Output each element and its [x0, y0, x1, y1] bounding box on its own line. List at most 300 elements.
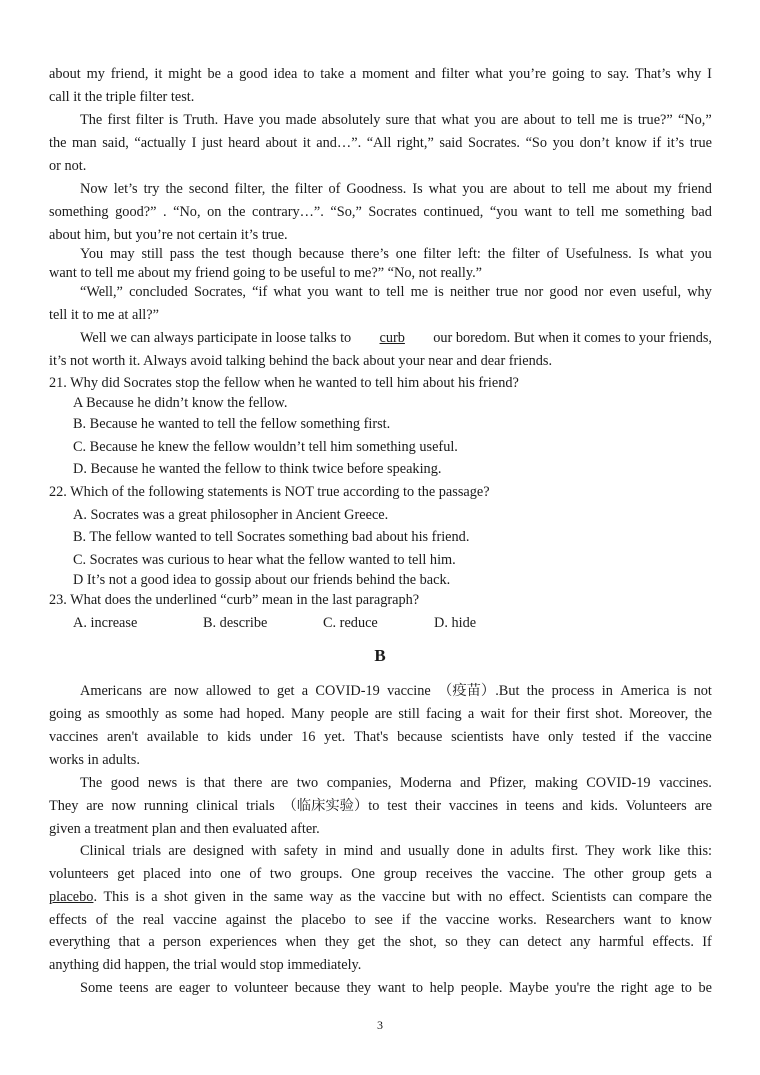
word: This [103, 889, 129, 905]
word: That’s [635, 66, 671, 82]
word: on [207, 204, 222, 220]
word: harmful [598, 934, 645, 950]
word: a [705, 866, 712, 882]
word: second [188, 181, 229, 197]
word: something [625, 204, 685, 220]
word: is [135, 889, 145, 905]
word: why [676, 66, 702, 82]
word: COVID-19 [586, 775, 651, 791]
word: is [623, 112, 633, 128]
word: is [168, 112, 179, 128]
word: test [387, 798, 408, 814]
word: that [203, 775, 226, 791]
word: Moreover, [628, 706, 689, 722]
word: idea [273, 66, 298, 82]
question-21-option-b: B. Because he wanted to tell the fellow something first. [73, 416, 391, 432]
word: you [690, 246, 712, 262]
word: of [249, 866, 262, 882]
word: vaccines [448, 798, 499, 814]
word: shot. [595, 706, 623, 722]
word: in [325, 843, 337, 859]
word: safety [283, 843, 318, 859]
word: Clinical [80, 843, 126, 859]
word: You [80, 246, 104, 262]
word: . [163, 204, 167, 220]
word: as [87, 706, 100, 722]
word: moment [362, 66, 410, 82]
word: are [168, 843, 186, 859]
word: people. [460, 980, 503, 996]
word: true [689, 135, 712, 151]
passage-a-text: our boredom. But when it comes to your friends, [433, 330, 712, 346]
word: filter, [234, 181, 266, 197]
word: may [110, 246, 135, 262]
word: “No, [173, 204, 201, 220]
word: the [358, 889, 376, 905]
question-23-option-a: A. increase [73, 615, 138, 631]
word: but [431, 889, 451, 905]
word: what [428, 181, 457, 197]
word: “So [525, 135, 548, 151]
passage-a-line: about him, but you’re not certain it’s true. [49, 227, 288, 243]
word: Some [80, 980, 113, 996]
word: and [562, 798, 583, 814]
word: in [505, 798, 518, 814]
word: to [368, 284, 381, 300]
word: Socrates. [467, 135, 520, 151]
word: to [216, 980, 228, 996]
passage-b-line: works in adults. [49, 752, 140, 768]
word: neither [449, 284, 490, 300]
passage-b-text [93, 888, 712, 906]
passage-b-line [49, 888, 712, 906]
word: they [466, 934, 491, 950]
word: it’s [666, 135, 685, 151]
word: that [118, 934, 140, 950]
word: to [354, 912, 366, 928]
word: shot [163, 889, 188, 905]
word: age [654, 980, 675, 996]
word: in [491, 843, 503, 859]
word: wait [480, 706, 505, 722]
word: facing [425, 706, 462, 722]
word: good [110, 775, 140, 791]
word: vaccine [173, 912, 217, 928]
word: . [93, 889, 98, 905]
word: tell [576, 204, 595, 220]
word: scientists [451, 729, 504, 745]
word: same [273, 889, 304, 905]
passage-b-line: given a treatment plan and then evaluated after. [49, 821, 320, 837]
passage-a-line: or not. [49, 158, 87, 174]
word: running [143, 798, 189, 814]
word: to [660, 912, 672, 928]
word: if [624, 729, 634, 745]
word: the [165, 181, 183, 197]
word: left: [457, 246, 481, 262]
word: They [49, 798, 79, 814]
word: the [419, 912, 437, 928]
word: Goodness. [346, 181, 407, 197]
word: continued, [423, 204, 484, 220]
word: absolutely [321, 112, 381, 128]
word: still [141, 246, 163, 262]
word: what [273, 284, 302, 300]
word: filter [294, 181, 323, 197]
word: going [49, 706, 82, 722]
word: I [707, 66, 712, 82]
word: going [551, 66, 585, 82]
word: kids [227, 729, 252, 745]
word: try [143, 181, 160, 197]
word: trials [132, 843, 162, 859]
word: don’t [579, 135, 610, 151]
word: get [276, 683, 295, 699]
word: filter [423, 246, 452, 262]
word: mind [343, 843, 373, 859]
word: tell [568, 181, 587, 197]
word: nor [524, 284, 544, 300]
word: though [252, 246, 292, 262]
word: news [147, 775, 178, 791]
passage-b-line [80, 979, 712, 997]
word: for [511, 706, 528, 722]
word: help [429, 980, 455, 996]
underlined-word-curb: curb [379, 330, 405, 346]
word: are [489, 181, 508, 197]
word: the [274, 912, 293, 928]
word: you [258, 112, 281, 128]
word: placed [143, 866, 181, 882]
word: the [201, 246, 219, 262]
passage-a-text: Well we can always participate in loose talks to [80, 330, 352, 346]
word: true?” [637, 112, 673, 128]
question-22-option-b: B. The fellow wanted to tell Socrates something bad about his friend. [73, 529, 470, 545]
word: are [374, 706, 393, 722]
word: say. [607, 66, 630, 82]
word: like [658, 843, 681, 859]
word: the [694, 889, 712, 905]
word: first [566, 706, 590, 722]
word: it [154, 66, 163, 82]
word: good?” [115, 204, 157, 220]
word: Socrates, [193, 284, 246, 300]
word: there [233, 775, 263, 791]
passage-a-line: call it the triple filter test. [49, 89, 195, 105]
word: Pfizer, [489, 775, 527, 791]
word: of [546, 246, 559, 262]
word: to [590, 66, 602, 82]
word: is [185, 775, 196, 791]
passage-b-line [80, 774, 712, 792]
word: work [622, 843, 652, 859]
word: effect. [509, 889, 545, 905]
word: “actually [134, 135, 186, 151]
word: one [395, 246, 417, 262]
word: first. [551, 843, 579, 859]
word: Usefulness. [565, 246, 632, 262]
word: can [612, 889, 633, 905]
word: （疫苗）.But [438, 683, 520, 699]
word: their [533, 706, 561, 722]
word: making [534, 775, 578, 791]
word: Is [638, 246, 649, 262]
word: know [680, 912, 712, 928]
word: the [641, 729, 660, 745]
question-23-stem: 23. What does the underlined “curb” mean in the last paragraph? [49, 592, 420, 608]
word: about [49, 66, 81, 82]
word: “All [366, 135, 392, 151]
section-b-heading: B [374, 646, 386, 665]
word: “if [252, 284, 268, 300]
word: because [298, 246, 344, 262]
word: good [239, 66, 268, 82]
passage-a-line [49, 203, 712, 221]
word: they [324, 934, 350, 950]
word: vaccine [387, 683, 431, 699]
word: friend [677, 181, 712, 197]
word: any [569, 934, 591, 950]
word: The [80, 112, 103, 128]
word: companies, [326, 775, 392, 791]
word: me [601, 204, 619, 220]
passage-b-line [80, 682, 712, 700]
word: a [301, 683, 309, 699]
word: “Well,” [80, 284, 123, 300]
question-22-option-c: C. Socrates was curious to hear what the fellow wanted to tell him. [73, 552, 456, 568]
word: what [655, 246, 684, 262]
word: what [475, 66, 503, 82]
word: volunteer [234, 980, 289, 996]
word: the [271, 181, 289, 197]
word: good [549, 284, 579, 300]
word: vaccine. [507, 866, 555, 882]
word: get [357, 934, 376, 950]
word: gets [673, 866, 697, 882]
underlined-word-placebo: placebo [49, 889, 94, 905]
word: are [270, 775, 289, 791]
word: there’s [350, 246, 389, 262]
word: you [552, 135, 575, 151]
word: detect [527, 934, 562, 950]
passage-b-line [49, 705, 712, 723]
word: given [194, 889, 226, 905]
word: know [615, 135, 647, 151]
word: to [550, 181, 563, 197]
word: Scientists [551, 889, 607, 905]
word: about [513, 181, 546, 197]
word: eager [179, 980, 210, 996]
word: of [328, 181, 341, 197]
word: The [80, 775, 103, 791]
word: they [346, 980, 372, 996]
word: so [445, 934, 458, 950]
word: filter [512, 246, 540, 262]
word: process [551, 683, 595, 699]
word: and…”. [316, 135, 362, 151]
word: what [441, 112, 470, 128]
word: the [49, 135, 67, 151]
word: a [151, 889, 158, 905]
word: concluded [129, 284, 188, 300]
word: COVID-19 [315, 683, 380, 699]
question-22-option-d: D It’s not a good idea to gossip about our friends behind the back. [73, 572, 451, 588]
word: （临床实验）to [282, 798, 380, 814]
question-22-stem: 22. Which of the following statements is NOT true according to the passage? [49, 484, 490, 500]
word: America [620, 683, 670, 699]
passage-b-line [80, 842, 712, 860]
word: to [411, 980, 424, 996]
word: still [398, 706, 420, 722]
passage-a-line [80, 329, 712, 347]
word: Now [80, 181, 108, 197]
word: They [585, 843, 615, 859]
word: trials [246, 798, 275, 814]
word: smoothly [105, 706, 160, 722]
word: teens [119, 980, 149, 996]
word: are [86, 798, 104, 814]
word: some [183, 706, 214, 722]
word: because [397, 729, 443, 745]
page-number: 3 [377, 1018, 383, 1032]
word: to [303, 66, 315, 82]
word: and [380, 843, 401, 859]
word: effects. [652, 934, 694, 950]
word: and [414, 66, 436, 82]
word: if [401, 912, 411, 928]
word: other [593, 866, 624, 882]
word: two [296, 775, 319, 791]
word: the [116, 912, 134, 928]
question-23-option-d: D. hide [434, 615, 477, 631]
word: with [456, 889, 483, 905]
word: with [251, 843, 277, 859]
word: heard [228, 135, 260, 151]
word: done [456, 843, 485, 859]
word: the [481, 866, 499, 882]
word: 16 [301, 729, 316, 745]
word: tested [582, 729, 616, 745]
passage-a-line: tell it to me at all?” [49, 307, 159, 323]
word: contrary…”. [252, 204, 324, 220]
word: kids. [590, 798, 618, 814]
word: my [86, 66, 105, 82]
word: pass [169, 246, 195, 262]
word: why [687, 284, 712, 300]
word: clinical [196, 798, 239, 814]
question-22-option-a: A. Socrates was a great philosopher in Ancient Greece. [73, 507, 389, 523]
passage-a-line [80, 111, 712, 129]
word: as [165, 706, 178, 722]
word: want [334, 284, 363, 300]
word: is [676, 683, 687, 699]
word: this: [687, 843, 712, 859]
word: receives [425, 866, 473, 882]
word: to [560, 112, 572, 128]
word: Volunteers [625, 798, 687, 814]
word: Researchers [545, 912, 615, 928]
word: tell [576, 112, 596, 128]
word: first [107, 112, 131, 128]
passage-a-line [80, 180, 712, 198]
word: one [220, 866, 241, 882]
word: now [174, 683, 199, 699]
word: aren't [106, 729, 139, 745]
word: into [189, 866, 212, 882]
word: have [512, 729, 540, 745]
question-23-option-b: B. describe [203, 615, 268, 631]
word: take [320, 66, 345, 82]
word: me [600, 112, 618, 128]
word: right [620, 980, 648, 996]
word: their [414, 798, 442, 814]
word: of [95, 912, 108, 928]
word: “So,” [330, 204, 362, 220]
word: are [155, 980, 173, 996]
word: about [265, 135, 298, 151]
word: works. [498, 912, 537, 928]
passage-a-line [49, 65, 712, 83]
word: One [351, 866, 375, 882]
question-21-option-d: D. Because he wanted the fellow to think twice before speaking. [73, 461, 442, 477]
word: you [307, 284, 329, 300]
word: vaccines [49, 729, 99, 745]
word: just [201, 135, 223, 151]
word: experiences [209, 934, 277, 950]
word: the [249, 889, 268, 905]
word: way [309, 889, 334, 905]
passage-a-line [49, 134, 712, 152]
word: said, [102, 135, 129, 151]
word: shot, [409, 934, 437, 950]
word: right,” [396, 135, 434, 151]
word: a [226, 66, 234, 82]
passage-b-line [49, 728, 712, 746]
word: “No,” [677, 112, 712, 128]
word: the [487, 246, 506, 262]
word: under [259, 729, 293, 745]
word: real [142, 912, 165, 928]
word: The [562, 866, 586, 882]
word: the [526, 683, 545, 699]
passage-b-line [49, 911, 712, 929]
word: Many [291, 706, 325, 722]
word: Truth. [183, 112, 219, 128]
word: useful, [642, 284, 682, 300]
word: want [377, 980, 406, 996]
word: be [698, 980, 712, 996]
word: the [694, 706, 712, 722]
word: vaccine [381, 889, 426, 905]
word: man [72, 135, 97, 151]
word: only [548, 729, 574, 745]
word: a [349, 66, 357, 82]
word: want [623, 912, 652, 928]
word: volunteers [49, 866, 109, 882]
word: bad [691, 204, 712, 220]
passage-a-line: want to tell me about my friend going to be useful to me?” “No, not really.” [49, 265, 483, 281]
word: person [163, 934, 202, 950]
word: friend, [110, 66, 149, 82]
word: against [225, 912, 267, 928]
word: That's [353, 729, 389, 745]
word: sure [385, 112, 410, 128]
word: because [294, 980, 340, 996]
passage-a-line: it’s not worth it. Always avoid talking behind the back about your near and dear friends. [49, 353, 553, 369]
word: in [601, 683, 613, 699]
word: two [269, 866, 292, 882]
word: even [609, 284, 637, 300]
